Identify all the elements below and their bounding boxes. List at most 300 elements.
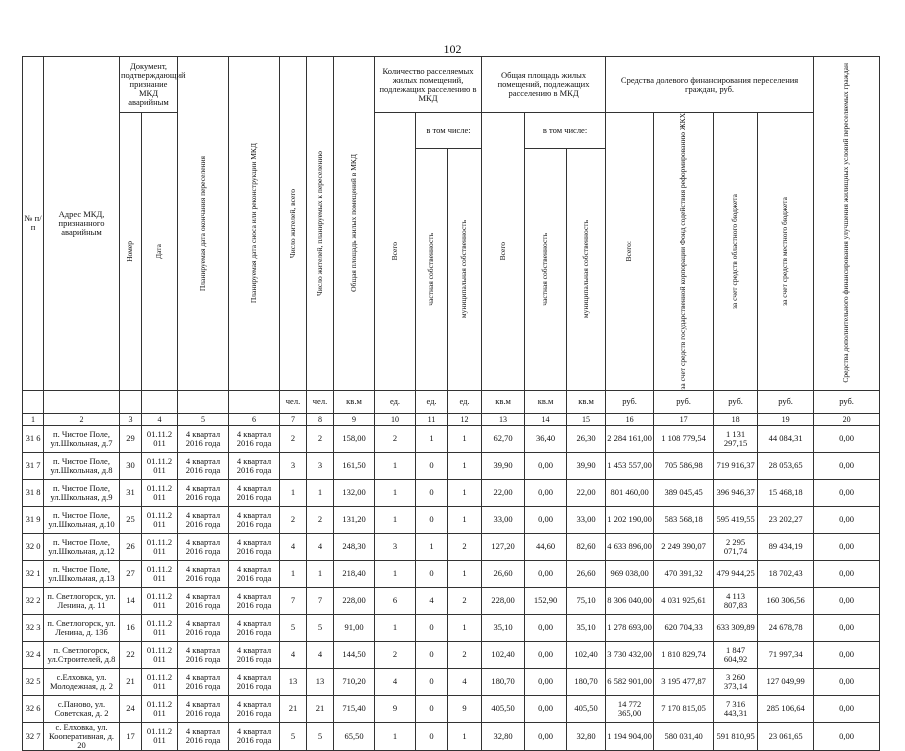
- column-number-row: [23, 413, 880, 425]
- header-count-group: Количество расселяемых жилых помещений, подлежащих расселению в МКД: [375, 57, 482, 113]
- row-number: 31 9: [23, 506, 44, 533]
- plan-demolish-cell: 4 квартал 2016 года: [229, 533, 280, 560]
- residents-total-cell: 1: [280, 479, 307, 506]
- area-municipal-cell: 102,40: [567, 641, 606, 668]
- doc-date-cell: 01.11.2 011: [142, 695, 178, 722]
- column-number-cell: 19: [758, 413, 814, 425]
- doc-number-cell: 21: [120, 668, 142, 695]
- doc-date-cell: 01.11.2 011: [142, 668, 178, 695]
- fund-cell: 580 031,40: [654, 722, 714, 750]
- additional-cell: 0,00: [814, 641, 880, 668]
- count-municipal-cell: 2: [448, 533, 482, 560]
- total-area-cell: 710,20: [334, 668, 375, 695]
- header-residents-total: Число жителей, всего: [280, 57, 307, 391]
- header-plan-demolish: Планируемая дата сноса или реконструкции МКД: [229, 57, 280, 391]
- resettlement-table: [22, 56, 880, 751]
- local-cell: 127 049,99: [758, 668, 814, 695]
- count-private-cell: 0: [416, 506, 448, 533]
- finance-total-cell: 801 460,00: [606, 479, 654, 506]
- total-area-cell: 131,20: [334, 506, 375, 533]
- column-number-cell: 14: [525, 413, 567, 425]
- table-body: [23, 425, 880, 750]
- doc-date-cell: 01.11.2 011: [142, 560, 178, 587]
- header-area-group: Общая площадь жилых помещений, подлежащих расселению в МКД: [482, 57, 606, 113]
- row-number: 31 8: [23, 479, 44, 506]
- plan-demolish-cell: 4 квартал 2016 года: [229, 587, 280, 614]
- area-municipal-cell: 180,70: [567, 668, 606, 695]
- count-private-cell: 0: [416, 641, 448, 668]
- doc-date-cell: 01.11.2 011: [142, 479, 178, 506]
- address-cell: п. Чистое Поле, ул.Школьная, д.13: [44, 560, 120, 587]
- unit-cell: кв.м: [525, 390, 567, 413]
- column-number-cell: 11: [416, 413, 448, 425]
- residents-total-cell: 5: [280, 722, 307, 750]
- total-area-cell: 715,40: [334, 695, 375, 722]
- area-private-cell: 0,00: [525, 506, 567, 533]
- area-municipal-cell: 35,10: [567, 614, 606, 641]
- table-row: [23, 668, 880, 695]
- residents-planned-cell: 4: [307, 533, 334, 560]
- header-area-total: Всего: [482, 113, 525, 391]
- table-row: [23, 722, 880, 750]
- plan-demolish-cell: 4 квартал 2016 года: [229, 641, 280, 668]
- unit-cell: руб.: [814, 390, 880, 413]
- additional-cell: 0,00: [814, 425, 880, 452]
- doc-date-cell: 01.11.2 011: [142, 425, 178, 452]
- unit-cell-empty: [142, 390, 178, 413]
- residents-total-cell: 7: [280, 587, 307, 614]
- total-area-cell: 65,50: [334, 722, 375, 750]
- column-number-cell: 15: [567, 413, 606, 425]
- table-row: [23, 479, 880, 506]
- column-number-cell: 4: [142, 413, 178, 425]
- fund-cell: 620 704,33: [654, 614, 714, 641]
- local-cell: 71 997,34: [758, 641, 814, 668]
- area-municipal-cell: 39,90: [567, 452, 606, 479]
- local-cell: 23 202,27: [758, 506, 814, 533]
- column-number-cell: 13: [482, 413, 525, 425]
- column-number-cell: 5: [178, 413, 229, 425]
- address-cell: п. Чистое Поле, ул.Школьная, д.7: [44, 425, 120, 452]
- row-number: 31 6: [23, 425, 44, 452]
- regional-cell: 479 944,25: [714, 560, 758, 587]
- header-additional: Средства дополнительного финансирования улучшения жилищных условий переселяемых граждан: [814, 57, 880, 391]
- column-number-cell: 8: [307, 413, 334, 425]
- doc-number-cell: 30: [120, 452, 142, 479]
- residents-total-cell: 1: [280, 560, 307, 587]
- header-regional: за счет средств областного бюджета: [714, 113, 758, 391]
- row-number: 32 0: [23, 533, 44, 560]
- header-residents-planned: Число жителей, планируемых к переселению: [307, 57, 334, 391]
- fund-cell: 583 568,18: [654, 506, 714, 533]
- unit-cell-empty: [178, 390, 229, 413]
- finance-total-cell: 1 202 190,00: [606, 506, 654, 533]
- row-number: 32 5: [23, 668, 44, 695]
- area-municipal-cell: 33,00: [567, 506, 606, 533]
- table-row: [23, 533, 880, 560]
- address-cell: п. Чистое Поле, ул.Школьная, д.8: [44, 452, 120, 479]
- header-area-private: частная собственность: [525, 148, 567, 390]
- doc-date-cell: 01.11.2 011: [142, 722, 178, 750]
- finance-total-cell: 3 730 432,00: [606, 641, 654, 668]
- area-municipal-cell: 82,60: [567, 533, 606, 560]
- plan-resettle-cell: 4 квартал 2016 года: [178, 533, 229, 560]
- plan-resettle-cell: 4 квартал 2016 года: [178, 722, 229, 750]
- count-total-cell: 1: [375, 560, 416, 587]
- area-municipal-cell: 26,30: [567, 425, 606, 452]
- residents-total-cell: 4: [280, 641, 307, 668]
- unit-cell: кв.м: [567, 390, 606, 413]
- table-row: [23, 560, 880, 587]
- plan-resettle-cell: 4 квартал 2016 года: [178, 506, 229, 533]
- additional-cell: 0,00: [814, 722, 880, 750]
- area-municipal-cell: 32,80: [567, 722, 606, 750]
- header-num: № п/ п: [23, 57, 44, 391]
- column-number-cell: 18: [714, 413, 758, 425]
- regional-cell: 633 309,89: [714, 614, 758, 641]
- column-number-cell: 7: [280, 413, 307, 425]
- header-count-total: Всего: [375, 113, 416, 391]
- fund-cell: 389 045,45: [654, 479, 714, 506]
- plan-demolish-cell: 4 квартал 2016 года: [229, 425, 280, 452]
- total-area-cell: 158,00: [334, 425, 375, 452]
- header-plan-resettle: Планируемая дата окончания переселения: [178, 57, 229, 391]
- table-row: [23, 695, 880, 722]
- column-number-cell: 1: [23, 413, 44, 425]
- table-row: [23, 587, 880, 614]
- residents-planned-cell: 21: [307, 695, 334, 722]
- table-row: [23, 425, 880, 452]
- row-number: 32 1: [23, 560, 44, 587]
- regional-cell: 1 847 604,92: [714, 641, 758, 668]
- plan-resettle-cell: 4 квартал 2016 года: [178, 614, 229, 641]
- doc-number-cell: 31: [120, 479, 142, 506]
- total-area-cell: 161,50: [334, 452, 375, 479]
- column-number-cell: 12: [448, 413, 482, 425]
- residents-total-cell: 2: [280, 425, 307, 452]
- residents-planned-cell: 5: [307, 722, 334, 750]
- plan-resettle-cell: 4 квартал 2016 года: [178, 668, 229, 695]
- residents-total-cell: 21: [280, 695, 307, 722]
- header-count-including: в том числе:: [416, 113, 482, 149]
- plan-resettle-cell: 4 квартал 2016 года: [178, 587, 229, 614]
- column-number-cell: 3: [120, 413, 142, 425]
- unit-cell: ед.: [416, 390, 448, 413]
- address-cell: п. Светлогорск, ул. Ленина, д. 11: [44, 587, 120, 614]
- header-area-including: в том числе:: [525, 113, 606, 149]
- plan-demolish-cell: 4 квартал 2016 года: [229, 722, 280, 750]
- regional-cell: 719 916,37: [714, 452, 758, 479]
- fund-cell: 4 031 925,61: [654, 587, 714, 614]
- area-municipal-cell: 405,50: [567, 695, 606, 722]
- area-total-cell: 26,60: [482, 560, 525, 587]
- count-total-cell: 1: [375, 479, 416, 506]
- count-private-cell: 0: [416, 614, 448, 641]
- finance-total-cell: 2 284 161,00: [606, 425, 654, 452]
- additional-cell: 0,00: [814, 533, 880, 560]
- local-cell: 18 702,43: [758, 560, 814, 587]
- additional-cell: 0,00: [814, 452, 880, 479]
- count-private-cell: 4: [416, 587, 448, 614]
- additional-cell: 0,00: [814, 479, 880, 506]
- doc-number-cell: 17: [120, 722, 142, 750]
- area-private-cell: 0,00: [525, 668, 567, 695]
- area-private-cell: 0,00: [525, 614, 567, 641]
- local-cell: 24 678,78: [758, 614, 814, 641]
- area-total-cell: 32,80: [482, 722, 525, 750]
- residents-planned-cell: 7: [307, 587, 334, 614]
- local-cell: 89 434,19: [758, 533, 814, 560]
- address-cell: п. Чистое Поле, ул.Школьная, д.9: [44, 479, 120, 506]
- unit-cell: ед.: [375, 390, 416, 413]
- count-municipal-cell: 1: [448, 452, 482, 479]
- residents-total-cell: 3: [280, 452, 307, 479]
- area-municipal-cell: 26,60: [567, 560, 606, 587]
- count-municipal-cell: 4: [448, 668, 482, 695]
- plan-demolish-cell: 4 квартал 2016 года: [229, 506, 280, 533]
- plan-resettle-cell: 4 квартал 2016 года: [178, 479, 229, 506]
- count-total-cell: 1: [375, 614, 416, 641]
- header-area-municipal: муниципальная собственность: [567, 148, 606, 390]
- column-number-cell: 10: [375, 413, 416, 425]
- residents-planned-cell: 1: [307, 560, 334, 587]
- regional-cell: 7 316 443,31: [714, 695, 758, 722]
- count-private-cell: 0: [416, 452, 448, 479]
- additional-cell: 0,00: [814, 668, 880, 695]
- finance-total-cell: 1 278 693,00: [606, 614, 654, 641]
- address-cell: п. Чистое Поле, ул.Школьная, д.10: [44, 506, 120, 533]
- area-total-cell: 102,40: [482, 641, 525, 668]
- count-total-cell: 1: [375, 452, 416, 479]
- table-row: [23, 506, 880, 533]
- count-municipal-cell: 1: [448, 722, 482, 750]
- doc-number-cell: 16: [120, 614, 142, 641]
- regional-cell: 2 295 071,74: [714, 533, 758, 560]
- header-document: Документ, подтверждающий признание МКД аварийным: [120, 57, 178, 113]
- address-cell: с. Елховка, ул. Кооперативная, д. 20: [44, 722, 120, 750]
- residents-planned-cell: 4: [307, 641, 334, 668]
- unit-cell: кв.м: [482, 390, 525, 413]
- area-municipal-cell: 22,00: [567, 479, 606, 506]
- additional-cell: 0,00: [814, 695, 880, 722]
- count-municipal-cell: 1: [448, 614, 482, 641]
- count-private-cell: 1: [416, 533, 448, 560]
- residents-planned-cell: 2: [307, 506, 334, 533]
- count-private-cell: 0: [416, 722, 448, 750]
- additional-cell: 0,00: [814, 614, 880, 641]
- area-total-cell: 127,20: [482, 533, 525, 560]
- area-total-cell: 39,90: [482, 452, 525, 479]
- area-total-cell: 35,10: [482, 614, 525, 641]
- count-municipal-cell: 1: [448, 425, 482, 452]
- plan-demolish-cell: 4 квартал 2016 года: [229, 452, 280, 479]
- finance-total-cell: 1 194 904,00: [606, 722, 654, 750]
- doc-number-cell: 26: [120, 533, 142, 560]
- plan-demolish-cell: 4 квартал 2016 года: [229, 668, 280, 695]
- doc-date-cell: 01.11.2 011: [142, 533, 178, 560]
- row-number: 32 2: [23, 587, 44, 614]
- fund-cell: 3 195 477,87: [654, 668, 714, 695]
- count-private-cell: 0: [416, 479, 448, 506]
- row-number: 31 7: [23, 452, 44, 479]
- count-total-cell: 2: [375, 425, 416, 452]
- plan-resettle-cell: 4 квартал 2016 года: [178, 641, 229, 668]
- doc-date-cell: 01.11.2 011: [142, 587, 178, 614]
- total-area-cell: 91,00: [334, 614, 375, 641]
- count-private-cell: 0: [416, 560, 448, 587]
- residents-planned-cell: 1: [307, 479, 334, 506]
- area-private-cell: 0,00: [525, 560, 567, 587]
- header-count-municipal: муниципальная собственность: [448, 148, 482, 390]
- area-private-cell: 36,40: [525, 425, 567, 452]
- residents-total-cell: 2: [280, 506, 307, 533]
- page-number: 102: [443, 42, 462, 56]
- count-private-cell: 0: [416, 695, 448, 722]
- area-total-cell: 22,00: [482, 479, 525, 506]
- residents-total-cell: 4: [280, 533, 307, 560]
- column-number-cell: 20: [814, 413, 880, 425]
- count-total-cell: 1: [375, 722, 416, 750]
- finance-total-cell: 4 633 896,00: [606, 533, 654, 560]
- count-total-cell: 2: [375, 641, 416, 668]
- total-area-cell: 248,30: [334, 533, 375, 560]
- finance-total-cell: 14 772 365,00: [606, 695, 654, 722]
- header-fin-total: Всего:: [606, 113, 654, 391]
- units-row: [23, 390, 880, 413]
- doc-date-cell: 01.11.2 011: [142, 614, 178, 641]
- area-total-cell: 62,70: [482, 425, 525, 452]
- regional-cell: 396 946,37: [714, 479, 758, 506]
- header-finance-group: Средства долевого финансирования переселения граждан, руб.: [606, 57, 814, 113]
- area-total-cell: 33,00: [482, 506, 525, 533]
- local-cell: 160 306,56: [758, 587, 814, 614]
- additional-cell: 0,00: [814, 587, 880, 614]
- header-fund: за счет средств государственной корпорации Фонд содействия реформированию ЖКХ: [654, 113, 714, 391]
- count-municipal-cell: 2: [448, 587, 482, 614]
- total-area-cell: 144,50: [334, 641, 375, 668]
- unit-cell: руб.: [606, 390, 654, 413]
- count-total-cell: 9: [375, 695, 416, 722]
- doc-number-cell: 22: [120, 641, 142, 668]
- local-cell: 44 084,31: [758, 425, 814, 452]
- residents-planned-cell: 3: [307, 452, 334, 479]
- row-number: 32 3: [23, 614, 44, 641]
- header-doc-number: Номер: [120, 113, 142, 391]
- plan-demolish-cell: 4 квартал 2016 года: [229, 614, 280, 641]
- unit-cell-empty: [229, 390, 280, 413]
- column-number-cell: 9: [334, 413, 375, 425]
- regional-cell: 1 131 297,15: [714, 425, 758, 452]
- fund-cell: 1 810 829,74: [654, 641, 714, 668]
- area-private-cell: 0,00: [525, 452, 567, 479]
- unit-cell: кв.м: [334, 390, 375, 413]
- additional-cell: 0,00: [814, 560, 880, 587]
- column-number-cell: 16: [606, 413, 654, 425]
- total-area-cell: 132,00: [334, 479, 375, 506]
- unit-cell: чел.: [307, 390, 334, 413]
- fund-cell: 7 170 815,05: [654, 695, 714, 722]
- plan-resettle-cell: 4 квартал 2016 года: [178, 452, 229, 479]
- plan-resettle-cell: 4 квартал 2016 года: [178, 695, 229, 722]
- column-number-cell: 2: [44, 413, 120, 425]
- count-municipal-cell: 1: [448, 506, 482, 533]
- unit-cell: руб.: [714, 390, 758, 413]
- count-private-cell: 1: [416, 425, 448, 452]
- doc-number-cell: 25: [120, 506, 142, 533]
- plan-resettle-cell: 4 квартал 2016 года: [178, 560, 229, 587]
- count-municipal-cell: 1: [448, 479, 482, 506]
- row-number: 32 4: [23, 641, 44, 668]
- row-number: 32 6: [23, 695, 44, 722]
- unit-cell: руб.: [758, 390, 814, 413]
- doc-number-cell: 24: [120, 695, 142, 722]
- regional-cell: 595 419,55: [714, 506, 758, 533]
- residents-total-cell: 13: [280, 668, 307, 695]
- unit-cell-empty: [23, 390, 44, 413]
- finance-total-cell: 969 038,00: [606, 560, 654, 587]
- table-header: [23, 57, 880, 426]
- local-cell: 28 053,65: [758, 452, 814, 479]
- area-private-cell: 0,00: [525, 722, 567, 750]
- column-number-cell: 17: [654, 413, 714, 425]
- local-cell: 15 468,18: [758, 479, 814, 506]
- address-cell: п. Светлогорск, ул.Строителей, д.8: [44, 641, 120, 668]
- count-total-cell: 6: [375, 587, 416, 614]
- count-total-cell: 1: [375, 506, 416, 533]
- plan-demolish-cell: 4 квартал 2016 года: [229, 479, 280, 506]
- fund-cell: 470 391,32: [654, 560, 714, 587]
- header-total-area: Общая площадь жилых помещений в МКД: [334, 57, 375, 391]
- additional-cell: 0,00: [814, 506, 880, 533]
- plan-demolish-cell: 4 квартал 2016 года: [229, 560, 280, 587]
- header-doc-date: Дата: [142, 113, 178, 391]
- column-number-cell: 6: [229, 413, 280, 425]
- count-municipal-cell: 2: [448, 641, 482, 668]
- regional-cell: 4 113 807,83: [714, 587, 758, 614]
- residents-planned-cell: 5: [307, 614, 334, 641]
- count-private-cell: 0: [416, 668, 448, 695]
- doc-date-cell: 01.11.2 011: [142, 641, 178, 668]
- address-cell: п. Светлогорск, ул. Ленина, д. 13б: [44, 614, 120, 641]
- area-total-cell: 228,00: [482, 587, 525, 614]
- area-private-cell: 0,00: [525, 479, 567, 506]
- plan-resettle-cell: 4 квартал 2016 года: [178, 425, 229, 452]
- local-cell: 23 061,65: [758, 722, 814, 750]
- area-total-cell: 405,50: [482, 695, 525, 722]
- unit-cell: руб.: [654, 390, 714, 413]
- area-total-cell: 180,70: [482, 668, 525, 695]
- regional-cell: 3 260 373,14: [714, 668, 758, 695]
- local-cell: 285 106,64: [758, 695, 814, 722]
- area-private-cell: 44,60: [525, 533, 567, 560]
- doc-date-cell: 01.11.2 011: [142, 452, 178, 479]
- address-cell: с.Паново, ул. Советская, д. 2: [44, 695, 120, 722]
- doc-number-cell: 27: [120, 560, 142, 587]
- header-local: за счет средств местного бюджета: [758, 113, 814, 391]
- residents-total-cell: 5: [280, 614, 307, 641]
- fund-cell: 2 249 390,07: [654, 533, 714, 560]
- header-address: Адрес МКД, признанного аварийным: [44, 57, 120, 391]
- area-municipal-cell: 75,10: [567, 587, 606, 614]
- doc-number-cell: 29: [120, 425, 142, 452]
- finance-total-cell: 6 582 901,00: [606, 668, 654, 695]
- unit-cell: чел.: [280, 390, 307, 413]
- finance-total-cell: 1 453 557,00: [606, 452, 654, 479]
- fund-cell: 1 108 779,54: [654, 425, 714, 452]
- count-municipal-cell: 1: [448, 560, 482, 587]
- total-area-cell: 218,40: [334, 560, 375, 587]
- residents-planned-cell: 2: [307, 425, 334, 452]
